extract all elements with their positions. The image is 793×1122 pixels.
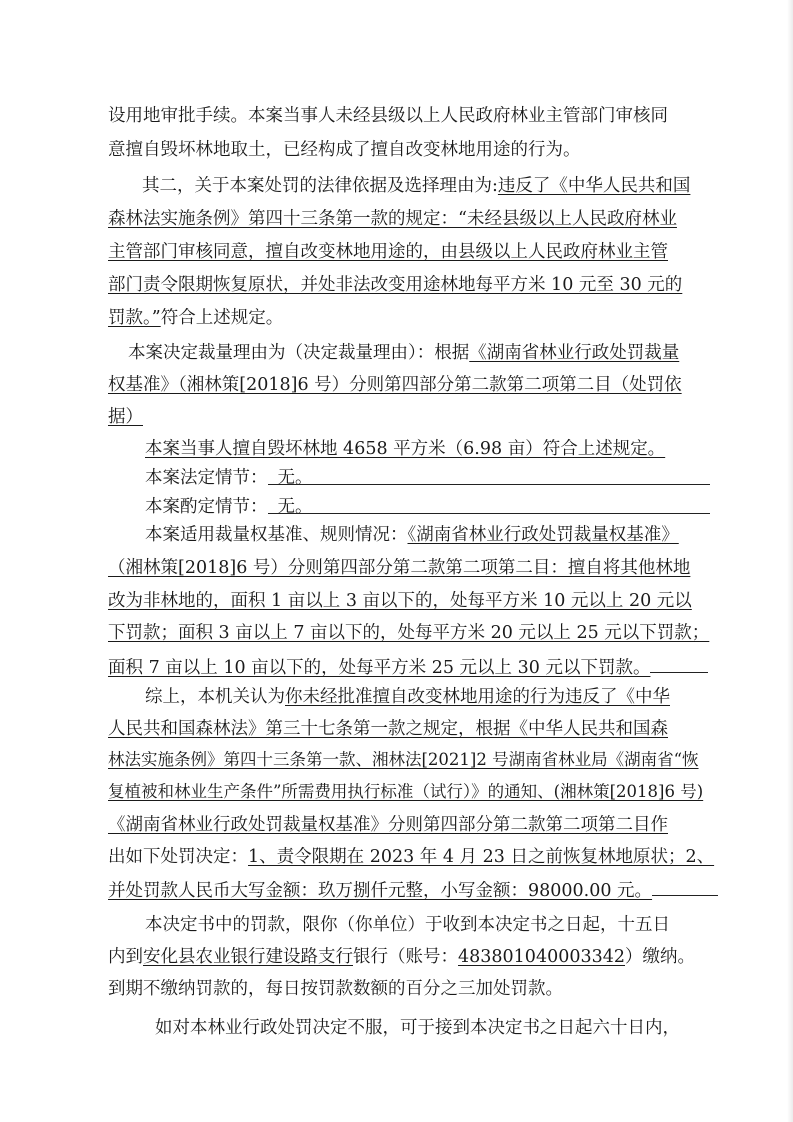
- text-line: [108, 137, 718, 163]
- text-line: [108, 944, 718, 970]
- line-text-underlined: 《湖南省林业行政处罚裁量权基准》: [407, 525, 679, 545]
- line-text: 内到: [108, 947, 143, 967]
- line-text-underlined: 下罚款；面积 3 亩以上 7 亩以下的，处每平方米 20 元以上 25 元以下罚款；: [108, 623, 710, 643]
- line-text-underlined: 罚款。”: [108, 308, 161, 328]
- text-line: [108, 272, 718, 298]
- line-text: 本案适用裁量权基准、规则情况：: [145, 525, 408, 545]
- blank-field: [650, 653, 708, 673]
- line-text: 本决定书中的罚款，限你（你单位）于收到本决定书之日起，十五日: [145, 915, 670, 935]
- line-text-underlined: 据）: [108, 407, 143, 427]
- bank-name: 安化县农业银行建设路支行: [143, 947, 353, 967]
- line-text-underlined: 面积 7 亩以上 10 亩以下的，处每平方米 25 元以上 30 元以下罚款。: [108, 658, 651, 678]
- text-line: [128, 340, 720, 366]
- line-text-underlined: 《湖南省林业行政处罚裁量权基准》分则第四部分第二款第二项第二目作: [108, 815, 668, 835]
- line-text-underlined: 改为非林地的，面积 1 亩以上 3 亩以下的，处每平方米 10 元以上 20 元以: [108, 591, 692, 611]
- line-text-underlined: 主管部门审核同意，擅自改变林地用途的，由县级以上人民政府林业主管: [108, 242, 668, 262]
- line-text: 本案酌定情节：: [145, 497, 268, 517]
- line-text-underlined: 权基准》（湘林策[2018]6 号）分则第四部分第二款第二项第二目（处罚依: [108, 375, 682, 395]
- text-line: [142, 173, 720, 199]
- text-line: [108, 404, 718, 430]
- line-text-underlined: 森林法实施条例》第四十三条第一款的规定：“未经县级以上人民政府林业: [108, 209, 677, 229]
- blank-field: [268, 494, 710, 517]
- text-line: [108, 305, 718, 331]
- text-line: [155, 1015, 720, 1041]
- line-text-underlined: （湘林策[2018]6 号）分则第四部分第二款第二项第二目：擅自将其他林地: [108, 558, 691, 578]
- text-line: [108, 844, 718, 870]
- line-text: 银行（账号：: [353, 947, 458, 967]
- line-text-underlined: 《中华人民共和国森: [510, 719, 668, 739]
- text-line: [145, 684, 720, 710]
- line-text: 设用地审批手续。本案当事人未经县级以上人民政府林业主管部门审核同: [108, 106, 668, 126]
- text-line: [108, 620, 718, 646]
- line-text: 无。: [277, 468, 313, 488]
- blank-field: [652, 876, 718, 896]
- line-text-underlined: 人民共和国森林法》第三十七条第一款之规定，根据: [108, 719, 511, 739]
- line-text: 其二，关于本案处罚的法律依据及选择理由为:: [142, 176, 498, 196]
- line-text-underlined: 《湖南省林业行政处罚裁量: [469, 343, 680, 363]
- line-text-underlined: 本案当事人擅自毁坏林地 4658 平方米（6.98 亩）符合上述规定。: [145, 439, 666, 459]
- line-text: 无。: [277, 497, 313, 517]
- text-line: [145, 465, 720, 491]
- text-line: [108, 653, 718, 681]
- text-line: [108, 555, 718, 581]
- line-text: 出如下处罚决定：: [108, 847, 248, 867]
- line-text-underlined: 复植被和林业生产条件”所需费用执行标准（试行）》的通知、(湘林策[2018]6 号): [108, 782, 704, 801]
- line-text-underlined: 并处罚款人民币大写金额：玖万捌仟元整，小写金额：98000.00 元。: [108, 881, 653, 901]
- text-line: [145, 436, 720, 462]
- text-line: [108, 716, 718, 742]
- text-line: [108, 588, 718, 614]
- text-line: [108, 976, 718, 1002]
- text-line: [108, 876, 718, 904]
- line-text: 本案决定裁量理由为（决定裁量理由）：根据: [128, 343, 470, 363]
- text-line: [108, 747, 718, 773]
- line-text: 如对本林业行政处罚决定不服，可于接到本决定书之日起六十日内，: [155, 1018, 680, 1038]
- text-line: [145, 522, 720, 548]
- text-line: [108, 812, 718, 838]
- line-text-underlined: 你未经批准擅自改变林地用途的行为违反了: [285, 687, 618, 707]
- line-text-underlined: 违反了《中华人民共和国: [497, 176, 691, 196]
- text-line: [108, 206, 718, 232]
- account-number: 483801040003342: [458, 947, 626, 967]
- text-line: [108, 779, 718, 805]
- blank-field: [268, 465, 710, 488]
- text-line: [145, 912, 720, 938]
- text-line: [108, 103, 718, 129]
- line-text: 到期不缴纳罚款的，每日按罚款数额的百分之三加处罚款。: [108, 979, 563, 999]
- line-text-underlined: 林法实施条例》第四十三条第一款、湘林法[2021]2 号湖南省林业局《湖南省“恢: [108, 750, 699, 769]
- text-line: [108, 372, 718, 398]
- text-line: [108, 239, 718, 265]
- line-text: 综上，本机关认为: [145, 687, 285, 707]
- line-text: ）缴纳。: [625, 947, 696, 967]
- line-text: 本案法定情节：: [145, 468, 268, 488]
- text-line: [145, 494, 720, 520]
- scan-edge-shadow: [787, 0, 793, 1122]
- line-text: 意擅自毁坏林地取土，已经构成了擅自改变林地用途的行为。: [108, 140, 581, 160]
- line-text-underlined: 1、责令限期在 2023 年 4 月 23 日之前恢复林地原状；2、: [248, 847, 715, 867]
- line-text-underlined: 《中华: [617, 687, 670, 707]
- line-text-underlined: 部门责令限期恢复原状，并处非法改变用途林地每平方米 10 元至 30 元的: [108, 275, 683, 295]
- line-text: 符合上述规定。: [160, 308, 284, 328]
